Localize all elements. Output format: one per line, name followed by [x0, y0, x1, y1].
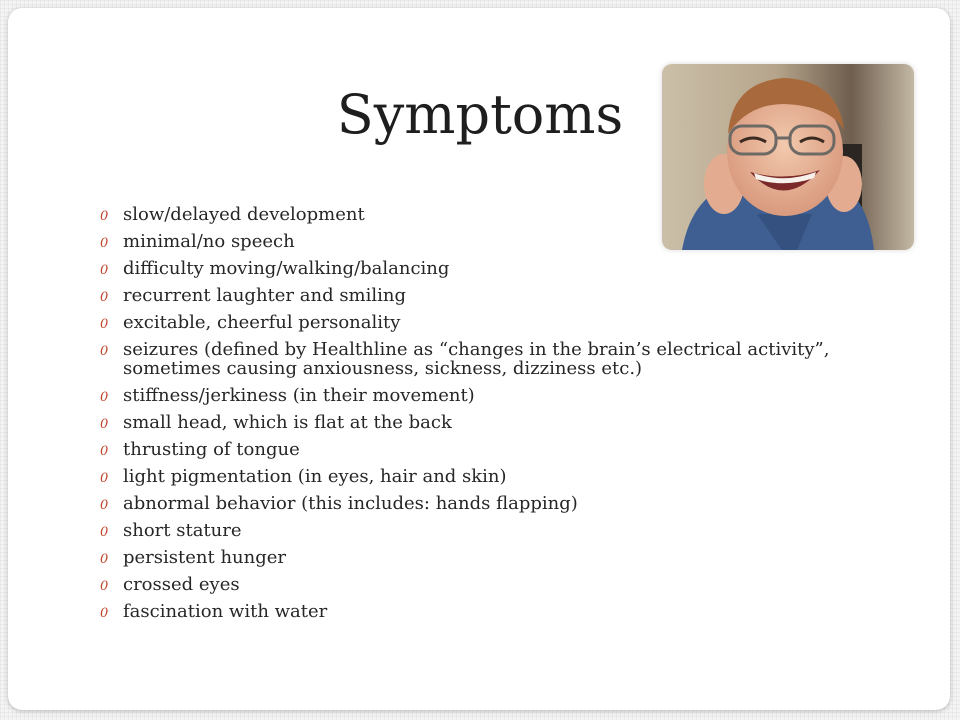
symptom-item	[100, 602, 880, 621]
symptom-item	[100, 467, 880, 486]
bullet-marker: 0	[100, 471, 109, 486]
symptom-text: light pigmentation (in eyes, hair and skin)	[123, 466, 507, 487]
symptom-item	[100, 232, 880, 251]
symptom-list	[100, 205, 880, 629]
bullet-marker: 0	[100, 606, 109, 621]
bullet-marker: 0	[100, 579, 109, 594]
symptom-text: persistent hunger	[123, 547, 287, 568]
symptom-text: short stature	[123, 520, 242, 541]
symptom-text: thrusting of tongue	[123, 439, 300, 460]
symptom-text: recurrent laughter and smiling	[123, 285, 407, 306]
bullet-marker: 0	[100, 417, 109, 432]
bullet-marker: 0	[100, 344, 109, 359]
bullet-marker: 0	[100, 444, 109, 459]
symptom-item	[100, 386, 880, 405]
bullet-marker: 0	[100, 209, 109, 224]
symptom-item	[100, 313, 880, 332]
bullet-marker: 0	[100, 290, 109, 305]
slide-title: Symptoms	[336, 83, 624, 146]
symptom-item	[100, 340, 880, 378]
symptom-item	[100, 521, 880, 540]
symptom-text: difficulty moving/walking/balancing	[123, 258, 450, 279]
bullet-marker: 0	[100, 236, 109, 251]
symptom-text: excitable, cheerful personality	[123, 312, 401, 333]
symptom-item	[100, 286, 880, 305]
symptom-item	[100, 575, 880, 594]
symptom-text: crossed eyes	[123, 574, 240, 595]
bullet-marker: 0	[100, 498, 109, 513]
symptom-item	[100, 205, 880, 224]
symptom-item	[100, 259, 880, 278]
bullet-marker: 0	[100, 317, 109, 332]
symptom-item	[100, 440, 880, 459]
symptom-text: minimal/no speech	[123, 231, 295, 252]
symptom-text: small head, which is flat at the back	[123, 412, 452, 433]
bullet-marker: 0	[100, 263, 109, 278]
bullet-marker: 0	[100, 390, 109, 405]
symptom-text: fascination with water	[123, 601, 328, 622]
bullet-marker: 0	[100, 525, 109, 540]
symptom-text: slow/delayed development	[123, 204, 365, 225]
symptom-item	[100, 413, 880, 432]
bullet-marker: 0	[100, 552, 109, 567]
symptom-text: abnormal behavior (this includes: hands flapping)	[123, 493, 578, 514]
symptom-text: stiffness/jerkiness (in their movement)	[123, 385, 475, 406]
symptom-item	[100, 548, 880, 567]
symptom-text: seizures (defined by Healthline as “changes in the brain’s electrical activity”, sometimes causing anxiousness, sickness, dizziness etc.)	[123, 339, 830, 379]
symptom-item	[100, 494, 880, 513]
